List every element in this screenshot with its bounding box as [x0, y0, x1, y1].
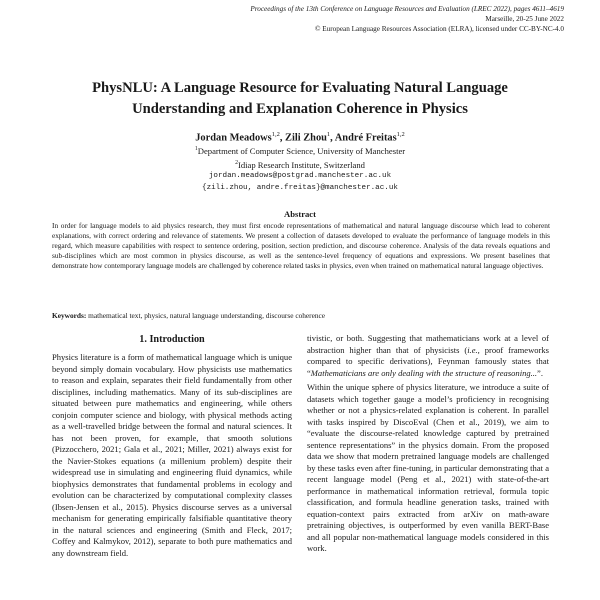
affil-text: Idiap Research Institute, Switzerland — [237, 159, 365, 170]
section-heading: 1. Introduction — [139, 334, 205, 345]
affil-mark: 1 — [194, 146, 198, 152]
right-column — [307, 333, 549, 555]
author-list — [40, 128, 560, 145]
text-run: proof frameworks compared to specific derivations), Feynman famously states that “ — [307, 344, 549, 378]
keywords-text: mathematical text, physics, natural language understanding, discourse coherence — [86, 311, 326, 320]
keywords — [52, 311, 550, 321]
affiliation-2 — [40, 158, 560, 172]
feynman-quote: Mathematicians are only dealing with the structure of reasoning... — [310, 367, 538, 378]
author-separator: , — [330, 132, 335, 144]
text-run: ”. — [537, 367, 543, 378]
paragraph: Physics literature is a form of mathematical language which is unique beyond simply domain vocabulary. How physicists use mathematics to reason and explain, separates their field fundamentally from other disciplines, including mathematics. Many of its sub-disciplines are situated between pure mathematics and engineering, while others conjoin computer science and biology, with physical methods acting as a well-travelled bridge between the formal and natural sciences. It has not been proven, for example, that smooth solutions (Pizzocchero, 2021; Gala et al., 2021; Miller, 2021) always exist for the Navier-Stokes equations (a millenium problem) despite their widespread use in simulating and engineering fluid dynamics, while biophysics demonstrates that fundamental problems in ecology and evolution can be characterized by computational complexity classes (Ibsen-Jensen et al., 2015). Physics discourse serves as a universal mechanism for generating empirically falsifiable quantitative theory in the natural sciences and engineering (Smith and Fleck, 2017; Coffey and Kalmykov, 2012), separate to both pure mathematics and any downstream field. — [52, 352, 292, 558]
author-name: Zili Zhou — [285, 132, 327, 144]
author-name: Jordan Meadows — [195, 132, 272, 144]
email-1: jordan.meadows@postgrad.manchester.ac.uk — [208, 172, 392, 181]
affiliation-1 — [40, 144, 560, 158]
proceedings-line: Proceedings of the 13th Conference on Language Resources and Evaluation (LREC 2022), pages 4611–4619 — [250, 5, 564, 13]
abstract-heading: Abstract — [284, 209, 316, 219]
paragraph — [307, 333, 549, 379]
author-affil-mark: 1,2 — [396, 131, 405, 138]
title-line-1: PhysNLU: A Language Resource for Evaluating Natural Language — [92, 80, 508, 96]
venue-line: Marseille, 20-25 June 2022 — [485, 15, 564, 24]
left-column — [52, 352, 292, 559]
email-2: {zili.zhou, andre.freitas}@manchester.ac.uk — [202, 184, 398, 193]
text-run: tivistic, or both. Suggesting that mathematicians work at a level of abstraction higher than that of physicists ( — [307, 333, 549, 355]
affiliations — [40, 144, 560, 195]
affil-text: Department of Computer Science, University of Manchester — [197, 145, 406, 156]
paper-title — [40, 78, 560, 120]
author-name: André Freitas — [334, 132, 397, 144]
affil-mark: 2 — [235, 159, 238, 166]
author-separator: , — [279, 132, 286, 144]
license-line: © European Language Resources Association (ELRA), licensed under CC-BY-NC-4.0 — [315, 25, 564, 34]
title-line-2: Understanding and Explanation Coherence in Physics — [132, 101, 468, 117]
proceedings-header — [184, 4, 564, 35]
italic-run: i.e., — [467, 344, 480, 355]
author-affil-mark: 1,2 — [271, 131, 280, 138]
paragraph: Within the unique sphere of physics literature, we introduce a suite of datasets which together gauge a model’s proficiency in recognising whether or not a physics-related explanation is coherent. In parallel with tasks inspired by DiscoEval (Chen et al., 2019), we aim to “evaluate the discourse-related knowledge captured by pretrained sentence representations” in the physics domain. From the proposed data we show that modern pretrained language models are challenged by these tasks even after fine-tuning, in particular demonstrating that a recent language model (Peng et al., 2021) with state-of-the-art performance in mathematical information retrieval, formula topic classification, and formula headline generation tasks, trained with equation-context pairs extracted from arXiv on math-aware pretraining objectives, is outperformed by even vanilla BERT-Base and all popular non-mathematical language models considered in this work. — [307, 382, 549, 553]
keywords-label: Keywords: — [52, 311, 87, 320]
author-affil-mark: 1 — [326, 131, 331, 138]
abstract-text: In order for language models to aid physics research, they must first encode representations of mathematical and natural language discourse which lead to coherent explanations, with correct ordering and relevance of statements. We present a collection of datasets developed to evaluate the performance of language models in this regard, which measure capabilities with respect to sentence ordering, position, section prediction, and discourse coherence. Analysis of the data reveals equations and sub-disciplines which are most common in physics discourse, as well as the sentence-level frequency of equations and expressions. We present baselines that demonstrate how contemporary language models are challenged by coherence related tasks in physics, even when trained on mathematical natural language objectives. — [52, 221, 550, 271]
